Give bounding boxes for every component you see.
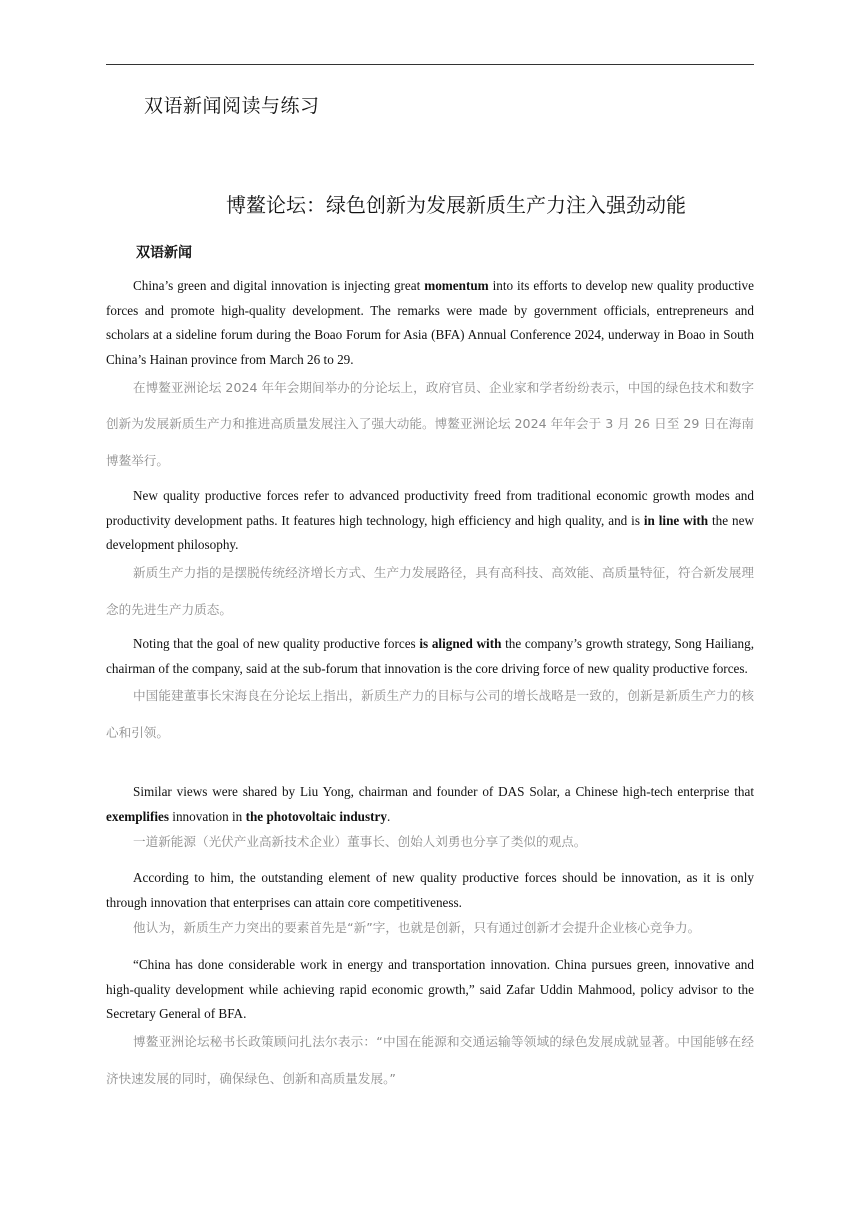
english-paragraph [106,953,754,1027]
paragraph-pair-3 [106,632,754,751]
chinese-translation: 一道新能源（光伏产业高新技术企业）董事长、创始人刘勇也分享了类似的观点。 [133,834,587,850]
text-run: Noting that the goal of new quality productive forces [133,636,420,651]
text-run: According to him, the outstanding element of new quality productive forces should be innovation, as it is only through innovation that enterprises can attain core competitiveness. [106,870,754,910]
paragraph-pair-4 [106,780,754,856]
text-run: into its efforts to develop new quality productive forces and promote high-quality development. The remarks were made by government officials, entrepreneurs and scholars at a sideline forum during the Boao Forum for Asia (BFA) Annual Conference 2024, underway in Boao in South China’s Hainan province from March 26 to 29. [106,278,754,368]
paragraph-pair-5 [106,866,754,942]
chinese-translation: 新质生产力指的是摆脱传统经济增长方式、生产力发展路径，具有高科技、高效能、高质量特征，符合新发展理念的先进生产力质态。 [106,565,754,617]
text-run: “China has done considerable work in energy and transportation innovation. China pursues green, innovative and high-quality development while achieving rapid economic growth,” said Zafar Uddin Mahmood, policy advisor to the Secretary General of BFA. [106,957,754,1022]
chinese-translation: 在博鳌亚洲论坛 2024 年年会期间举办的分论坛上，政府官员、企业家和学者纷纷表示，中国的绿色技术和数字创新为发展新质生产力和推进高质量发展注入了强大动能。博鳌亚洲论坛 2024 年年会于 3 月 26 日至 29 日在海南博鳌举行。 [106,379,754,468]
key-term: momentum [424,278,489,293]
english-paragraph [106,484,754,558]
key-term: exemplifies [106,808,169,824]
english-paragraph [106,866,754,915]
chinese-translation: 博鳌亚洲论坛秘书长政策顾问扎法尔表示：“中国在能源和交通运输等领域的绿色发展成就显著。中国能够在经济快速发展的同时，确保绿色、创新和高质量发展。” [106,1034,754,1086]
chinese-translation: 中国能建董事长宋海良在分论坛上指出，新质生产力的目标与公司的增长战略是一致的，创新是新质生产力的核心和引领。 [106,688,754,740]
key-term: the photovoltaic industry [245,808,387,824]
article-title: 博鳌论坛：绿色创新为发展新质生产力注入强劲动能 [226,193,686,217]
text-run: innovation in [169,808,246,824]
paragraph-pair-1 [106,274,754,479]
text-run: . [386,808,391,824]
document-header: 双语新闻阅读与练习 [144,95,320,117]
chinese-translation: 他认为，新质生产力突出的要素首先是“新”字，也就是创新，只有通过创新才会提升企业核心竞争力。 [133,920,701,936]
section-heading: 双语新闻 [136,245,192,261]
key-term: in line with [643,512,709,528]
paragraph-pair-6 [106,953,754,1097]
english-paragraph [106,632,754,681]
text-run: New quality productive forces refer to advanced productivity freed from traditional economic growth modes and productivity development paths. It features high technology, high efficiency and high quality, and is [106,488,754,528]
text-run: China’s green and digital innovation is injecting great [133,278,425,293]
english-paragraph [106,780,754,829]
english-paragraph [106,274,754,373]
key-term: is aligned with [419,636,502,651]
text-run: the company’s growth strategy, Song Hailiang, chairman of the company, said at the sub-forum that innovation is the core driving force of new quality productive forces. [106,636,755,676]
text-run: the new development philosophy. [106,512,754,553]
text-run: Similar views were shared by Liu Yong, chairman and founder of DAS Solar, a Chinese high-tech enterprise that [133,784,754,799]
header-rule [106,64,754,65]
paragraph-pair-2 [106,484,754,628]
